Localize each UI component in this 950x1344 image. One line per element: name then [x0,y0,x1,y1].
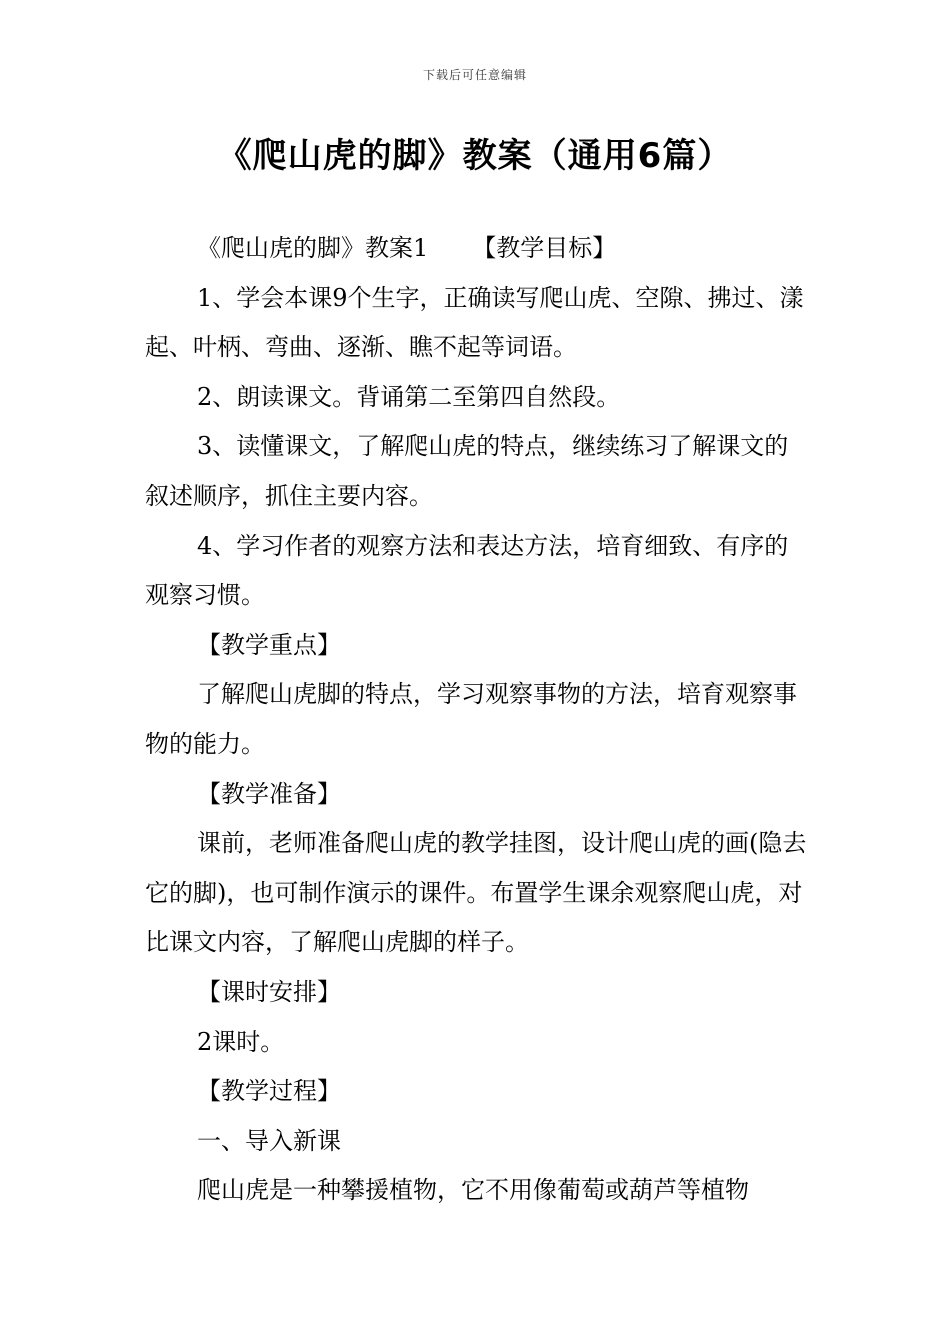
objective-item: 4、学习作者的观察方法和表达方法，培育细致、有序的观察习惯。 [145,531,789,610]
objective-item: 3、读懂课文，了解爬山虎的特点，继续练习了解课文的叙述顺序，抓住主要内容。 [145,432,789,510]
schedule-heading: 【课时安排】 [197,977,341,1006]
key-points-text: 了解爬山虎脚的特点，学习观察事物的方法，培育观察事物的能力。 [145,680,797,758]
lesson-intro-line [145,224,810,274]
preparation-heading: 【教学准备】 [197,779,341,808]
process-text: 爬山虎是一种攀援植物，它不用像葡萄或葫芦等植物 [197,1176,749,1205]
objective-item: 1、学会本课9个生字，正确读写爬山虎、空隙、拂过、漾起、叶柄、弯曲、逐渐、瞧不起等词语。 [145,283,804,362]
process-heading: 【教学过程】 [197,1077,341,1106]
objectives-heading: 【教学目标】 [472,234,617,262]
lesson-title: 《爬山虎的脚》教案1 [197,234,429,262]
header-note: 下载后可任意编辑 [422,68,527,82]
objective-item: 2、朗读课文。背诵第二至第四自然段。 [197,382,621,411]
process-step-title: 一、导入新课 [197,1126,341,1155]
preparation-text: 课前，老师准备爬山虎的教学挂图，设计爬山虎的画(隐去它的脚)，也可制作演示的课件。布置学生课余观察爬山虎，对比课文内容，了解爬山虎脚的样子。 [145,829,807,957]
schedule-text: 2课时。 [197,1027,285,1056]
document-body [145,224,810,1216]
document-title: 《爬山虎的脚》教案（通用6篇） [217,136,733,176]
key-points-heading: 【教学重点】 [197,630,341,659]
